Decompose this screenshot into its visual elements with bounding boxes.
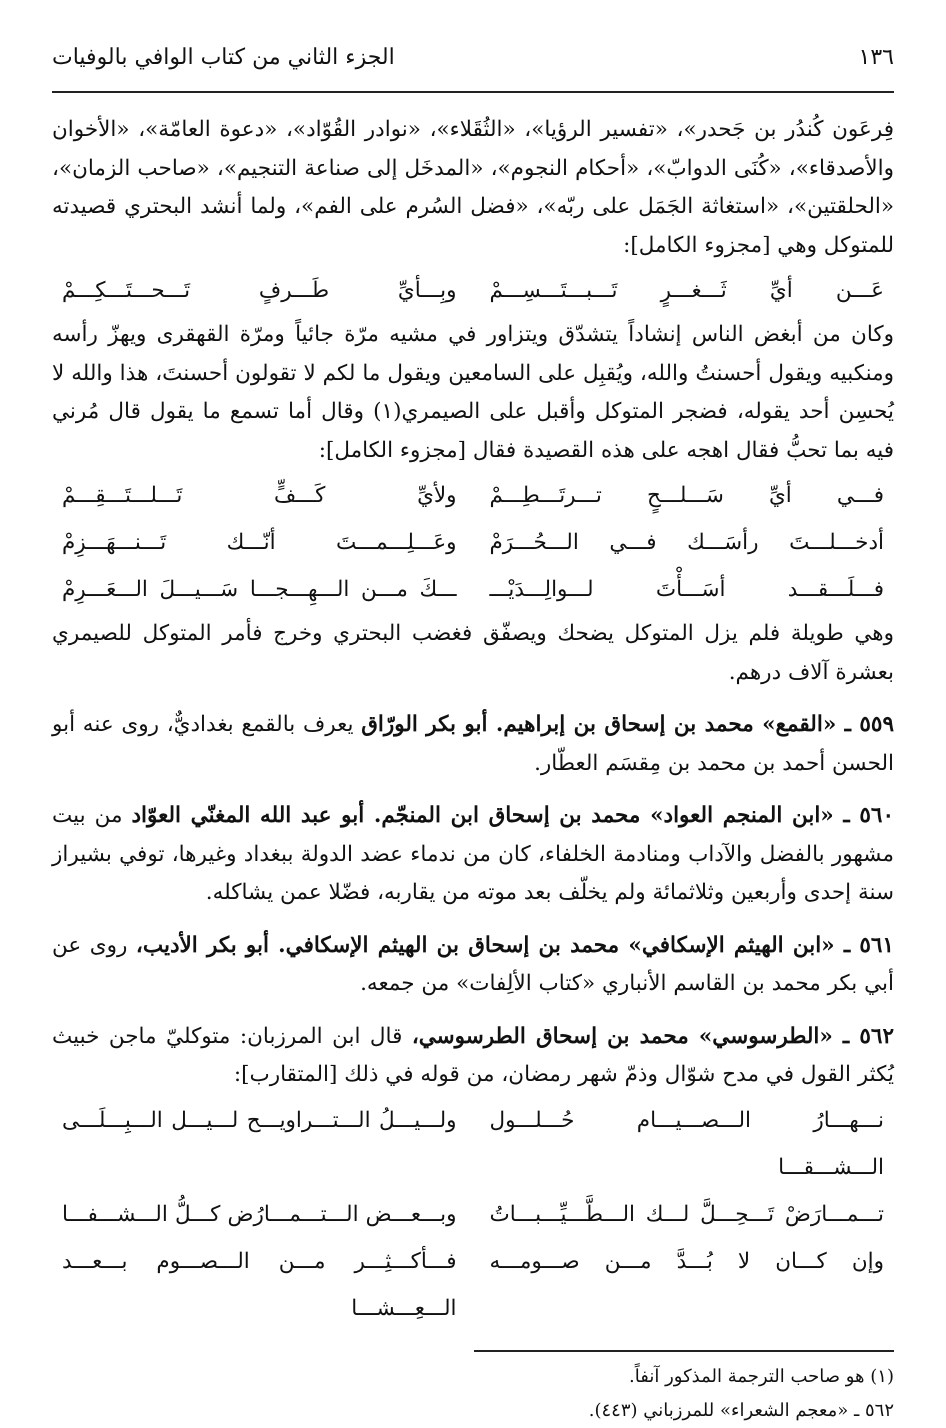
verse-block-1 [52, 267, 894, 314]
entry-562 [52, 1018, 894, 1095]
book-page [52, 45, 894, 1428]
verse-line [52, 267, 894, 314]
verse-line [52, 1191, 894, 1238]
verse-hemistich-right: فـــي أيِّ سَـــلـــحٍ تـــرتَـــطِـــمْ [489, 483, 884, 508]
entry-heading: ٥٦١ ـ «ابن الهيثم الإسكافي» محمد بن إسحاق بن الهيثم الإسكافي. أبو بكر الأديب، [135, 932, 894, 958]
entry-560 [52, 797, 894, 913]
entry-body: روى عن أبي بكر محمد بن القاسم الأنباري «كتاب الألِفات» من جمعه. [52, 932, 894, 996]
entry-heading: ٥٥٩ ـ «القمع» محمد بن إسحاق بن إبراهيم. أبو بكر الورّاق [361, 712, 894, 737]
footnote-1: (١) هو صاحب الترجمة المذكور آنفاً. [629, 1365, 894, 1387]
page-number: ١٣٦ [858, 45, 894, 70]
verse-line [52, 1238, 894, 1332]
verse-hemistich-right: نـــهـــارُ الـــصـــيـــام حُـــلـــول الـــشـــقـــا [489, 1107, 884, 1180]
paragraph-book-list: فِرعَون كُندُر بن جَحدر»، «تفسير الرؤيا»، «الثُقَلاء»، «نوادر القُوّاد»، «دعوة العامّة»، «الأخوان والأصدقاء»، «كُنَى الدوابّ»، «أحكام النجوم»، «المدخَل إلى صناعة التنجيم»، «صاحب الزمان»، «الحلقتين»، «استغاثة الجَمَل على ربّه»، «فضل السُرم على الفم»، ولما أنشد البحتري قصيدته للمتوكل وهي [مجزوء الكامل]: [52, 117, 894, 258]
verse-hemistich-right: تـــمـــارَضْ تَـــحِـــلَّ لـــك الـــطَّـــيِّـــبـــاتُ [489, 1201, 884, 1227]
verse-block-2 [52, 472, 894, 613]
entry-561 [52, 927, 894, 1004]
footnote-rule [474, 1350, 894, 1352]
entry-body: قال ابن المرزبان: متوكليّ ماجن خبيث يُكثر القول في مدح شوّال وذمّ شهر رمضان، من قوله في ذلك [المتقارب]: [52, 1023, 894, 1087]
verse-hemistich-left: وبِـــأيِّ طَـــرفٍ تَـــحـــتَـــكِـــمْ [62, 278, 457, 303]
verse-hemistich-left: ولأيِّ كَـــفٍّ تَـــلـــتَـــقِـــمْ [62, 483, 457, 508]
verse-hemistich-left: وعَـــلِـــمـــتَ أنّـــك تَـــنـــهَـــزِمْ [62, 530, 457, 555]
entry-559 [52, 706, 894, 783]
page-header [52, 45, 894, 85]
verse-hemistich-right: فـــلَـــقـــد أسَـــأْتَ لـــوالِـــدَيْـــ [489, 577, 884, 602]
verse-line [52, 519, 894, 566]
entry-heading: ٥٦٢ ـ «الطرسوسي» محمد بن إسحاق الطرسوسي، [411, 1023, 894, 1049]
header-rule [52, 91, 894, 93]
verse-line [52, 566, 894, 613]
verse-line [52, 1097, 894, 1191]
running-title: الجزء الثاني من كتاب الوافي بالوفيات [52, 45, 395, 70]
paragraph-reward: وهي طويلة فلم يزل المتوكل يضحك ويصفّق فغضب البحتري وخرج فأمر المتوكل للصيمري بعشرة آلاف درهم. [52, 621, 894, 685]
verse-hemistich-right: أدخـــلـــتَ رأسَـــك فـــي الـــحُـــرَمْ [489, 530, 884, 555]
entry-heading: ٥٦٠ ـ «ابن المنجم العواد» محمد بن إسحاق ابن المنجّم. أبو عبد الله المغنّي العوّاد [131, 803, 894, 828]
paragraph-recitation: وكان من أبغض الناس إنشاداً يتشدّق ويتزاور في مشيه مرّة جائياً ومرّة القهقرى ويهزّ رأسه ومنكبيه ويقول أحسنتُ والله، ويُقبِل على السامعين ويقول ما لكم لا تقولون أحسنتَ، هذا والله لا يُحسِن أحد يقوله، فضجر المتوكل وأقبل على الصيمري(١) وقال أما تسمع ما يقول قال مُرني فيه بما تحبُّ فقال اهجه على هذه القصيدة فقال [مجزوء الكامل]: [52, 322, 895, 463]
footnote-2: ٥٦٢ ـ «معجم الشعراء» للمرزباني (٤٤٣). [588, 1399, 894, 1421]
verse-hemistich-left: وبـــعـــض الـــتـــمـــارُض كـــلُّ الـــشـــفـــا [62, 1201, 457, 1227]
entry-body: من بيت مشهور بالفضل والآداب ومنادمة الخلفاء، كان من ندماء عضد الدولة ببغداد وغيرها، توفي بشيراز سنة إحدى وأربعين وثلاثمائة ولم يخلّف بعد موته من يقاربه، فضّلا عمن يشاكله. [52, 803, 894, 905]
verse-hemistich-left: ـــكَ مـــن الـــهِـــجـــا سَـــيـــلَ الـــعَـــرِمْ [62, 577, 457, 602]
entry-body: يعرف بالقمع بغداديٌّ، روى عنه أبو الحسن أحمد بن محمد بن مِقسَم العطّار. [52, 712, 894, 776]
verse-hemistich-right: عَـــن أيِّ ثَـــغـــرٍ تَـــبـــتَـــسِـــمْ [489, 278, 884, 303]
verse-hemistich-left: فـــأكـــثِـــر مـــن الـــصـــوم بـــعـــد الـــعِـــشـــا [62, 1248, 457, 1321]
verse-hemistich-left: ولـــيـــلُ الـــتـــراويـــح لـــيـــل الـــبِـــلَـــى [62, 1107, 457, 1133]
verse-block-3 [52, 1097, 894, 1332]
verse-line [52, 472, 894, 519]
verse-hemistich-right: وإن كـــان لا بُـــدَّ مـــن صـــومـــه [489, 1248, 884, 1274]
